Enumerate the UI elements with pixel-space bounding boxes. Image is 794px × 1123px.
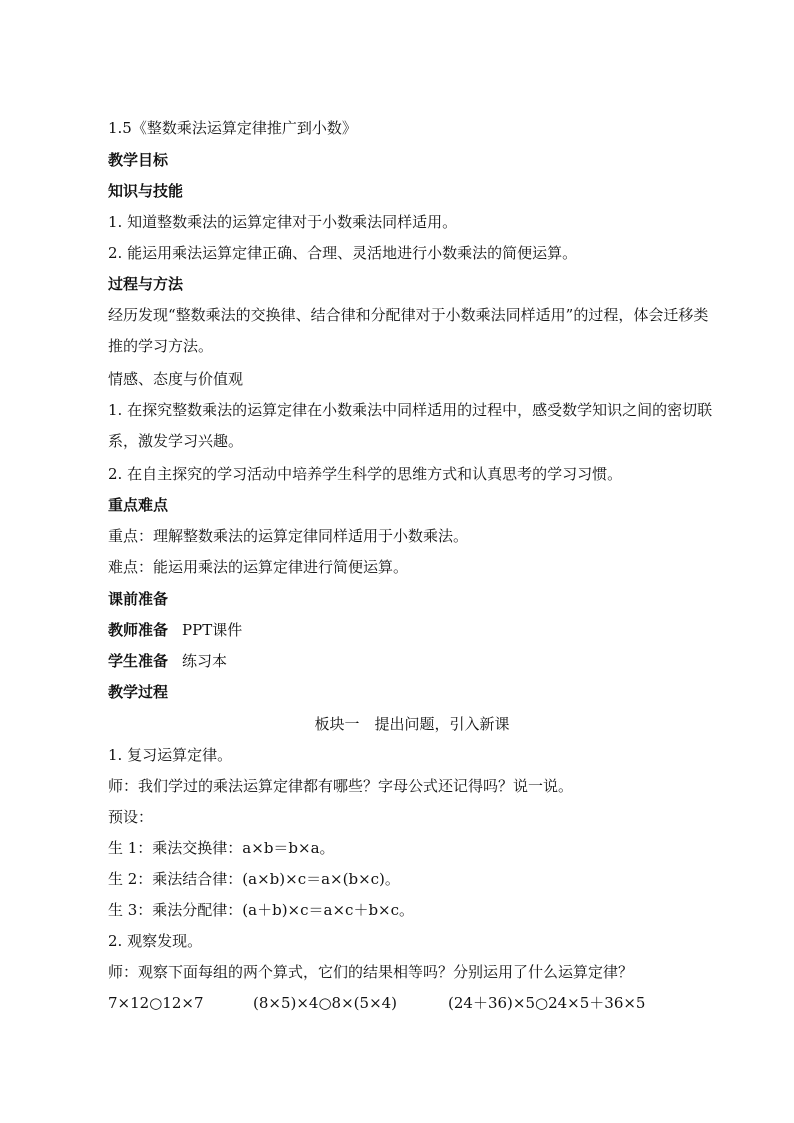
student-prep-value: 练习本 [182,652,228,670]
heading-teaching-goals: 教学目标 [108,151,169,169]
student-answer-1: 生 1：乘法交换律：a×b＝b×a。 [108,839,335,857]
heading-teaching-process: 教学过程 [108,683,169,701]
heading-emotion-values: 情感、态度与价值观 [108,370,244,388]
teacher-prep-label: 教师准备 [108,621,169,639]
document-title: 1.5《整数乘法运算定律推广到小数》 [108,119,357,137]
teacher-preparation [108,620,242,640]
key-point: 重点：理解整数乘法的运算定律同样适用于小数乘法。 [108,527,469,545]
block-title: 板块一 提出问题，引入新课 [314,715,510,733]
student-answer-2: 生 2：乘法结合律：(a×b)×c＝a×(b×c)。 [108,870,400,888]
teacher-prep-value: PPT课件 [182,621,243,639]
expression-1: 7×12○12×7 [108,994,204,1012]
knowledge-item-1: 1. 知道整数乘法的运算定律对于小数乘法同样适用。 [108,213,458,231]
difficult-point: 难点：能运用乘法的运算定律进行简便运算。 [108,558,409,576]
expression-2: (8×5)×4○8×(5×4) [253,994,398,1012]
student-prep-label: 学生准备 [108,652,169,670]
knowledge-item-2: 2. 能运用乘法运算定律正确、合理、灵活地进行小数乘法的简便运算。 [108,244,578,262]
emotion-item-1: 1. 在探究整数乘法的运算定律在小数乘法中同样适用的过程中，感受数学知识之间的密切联系，激发学习兴趣。 [108,401,713,450]
step-2: 2. 观察发现。 [108,932,203,950]
student-answer-3: 生 3：乘法分配律：(a＋b)×c＝a×c＋b×c。 [108,901,415,919]
teacher-question-2: 师：观察下面每组的两个算式，它们的结果相等吗？分别运用了什么运算定律？ [108,963,634,981]
teacher-question-1: 师：我们学过的乘法运算定律都有哪些？字母公式还记得吗？说一说。 [108,777,574,795]
step-1: 1. 复习运算定律。 [108,746,233,764]
student-preparation [108,651,227,671]
heading-key-difficult: 重点难点 [108,496,169,514]
heading-knowledge-skills: 知识与技能 [108,182,184,200]
expression-3: (24＋36)×5○24×5＋36×5 [448,994,646,1012]
process-paragraph: 经历发现“整数乘法的交换律、结合律和分配律对于小数乘法同样适用”的过程，体会迁移类推的学习方法。 [108,306,709,355]
heading-process-methods: 过程与方法 [108,275,184,293]
heading-preparation: 课前准备 [108,590,169,608]
emotion-item-2: 2. 在自主探究的学习活动中培养学生科学的思维方式和认真思考的学习习惯。 [108,465,623,483]
preset-label: 预设： [108,808,154,826]
expression-row [108,993,645,1013]
